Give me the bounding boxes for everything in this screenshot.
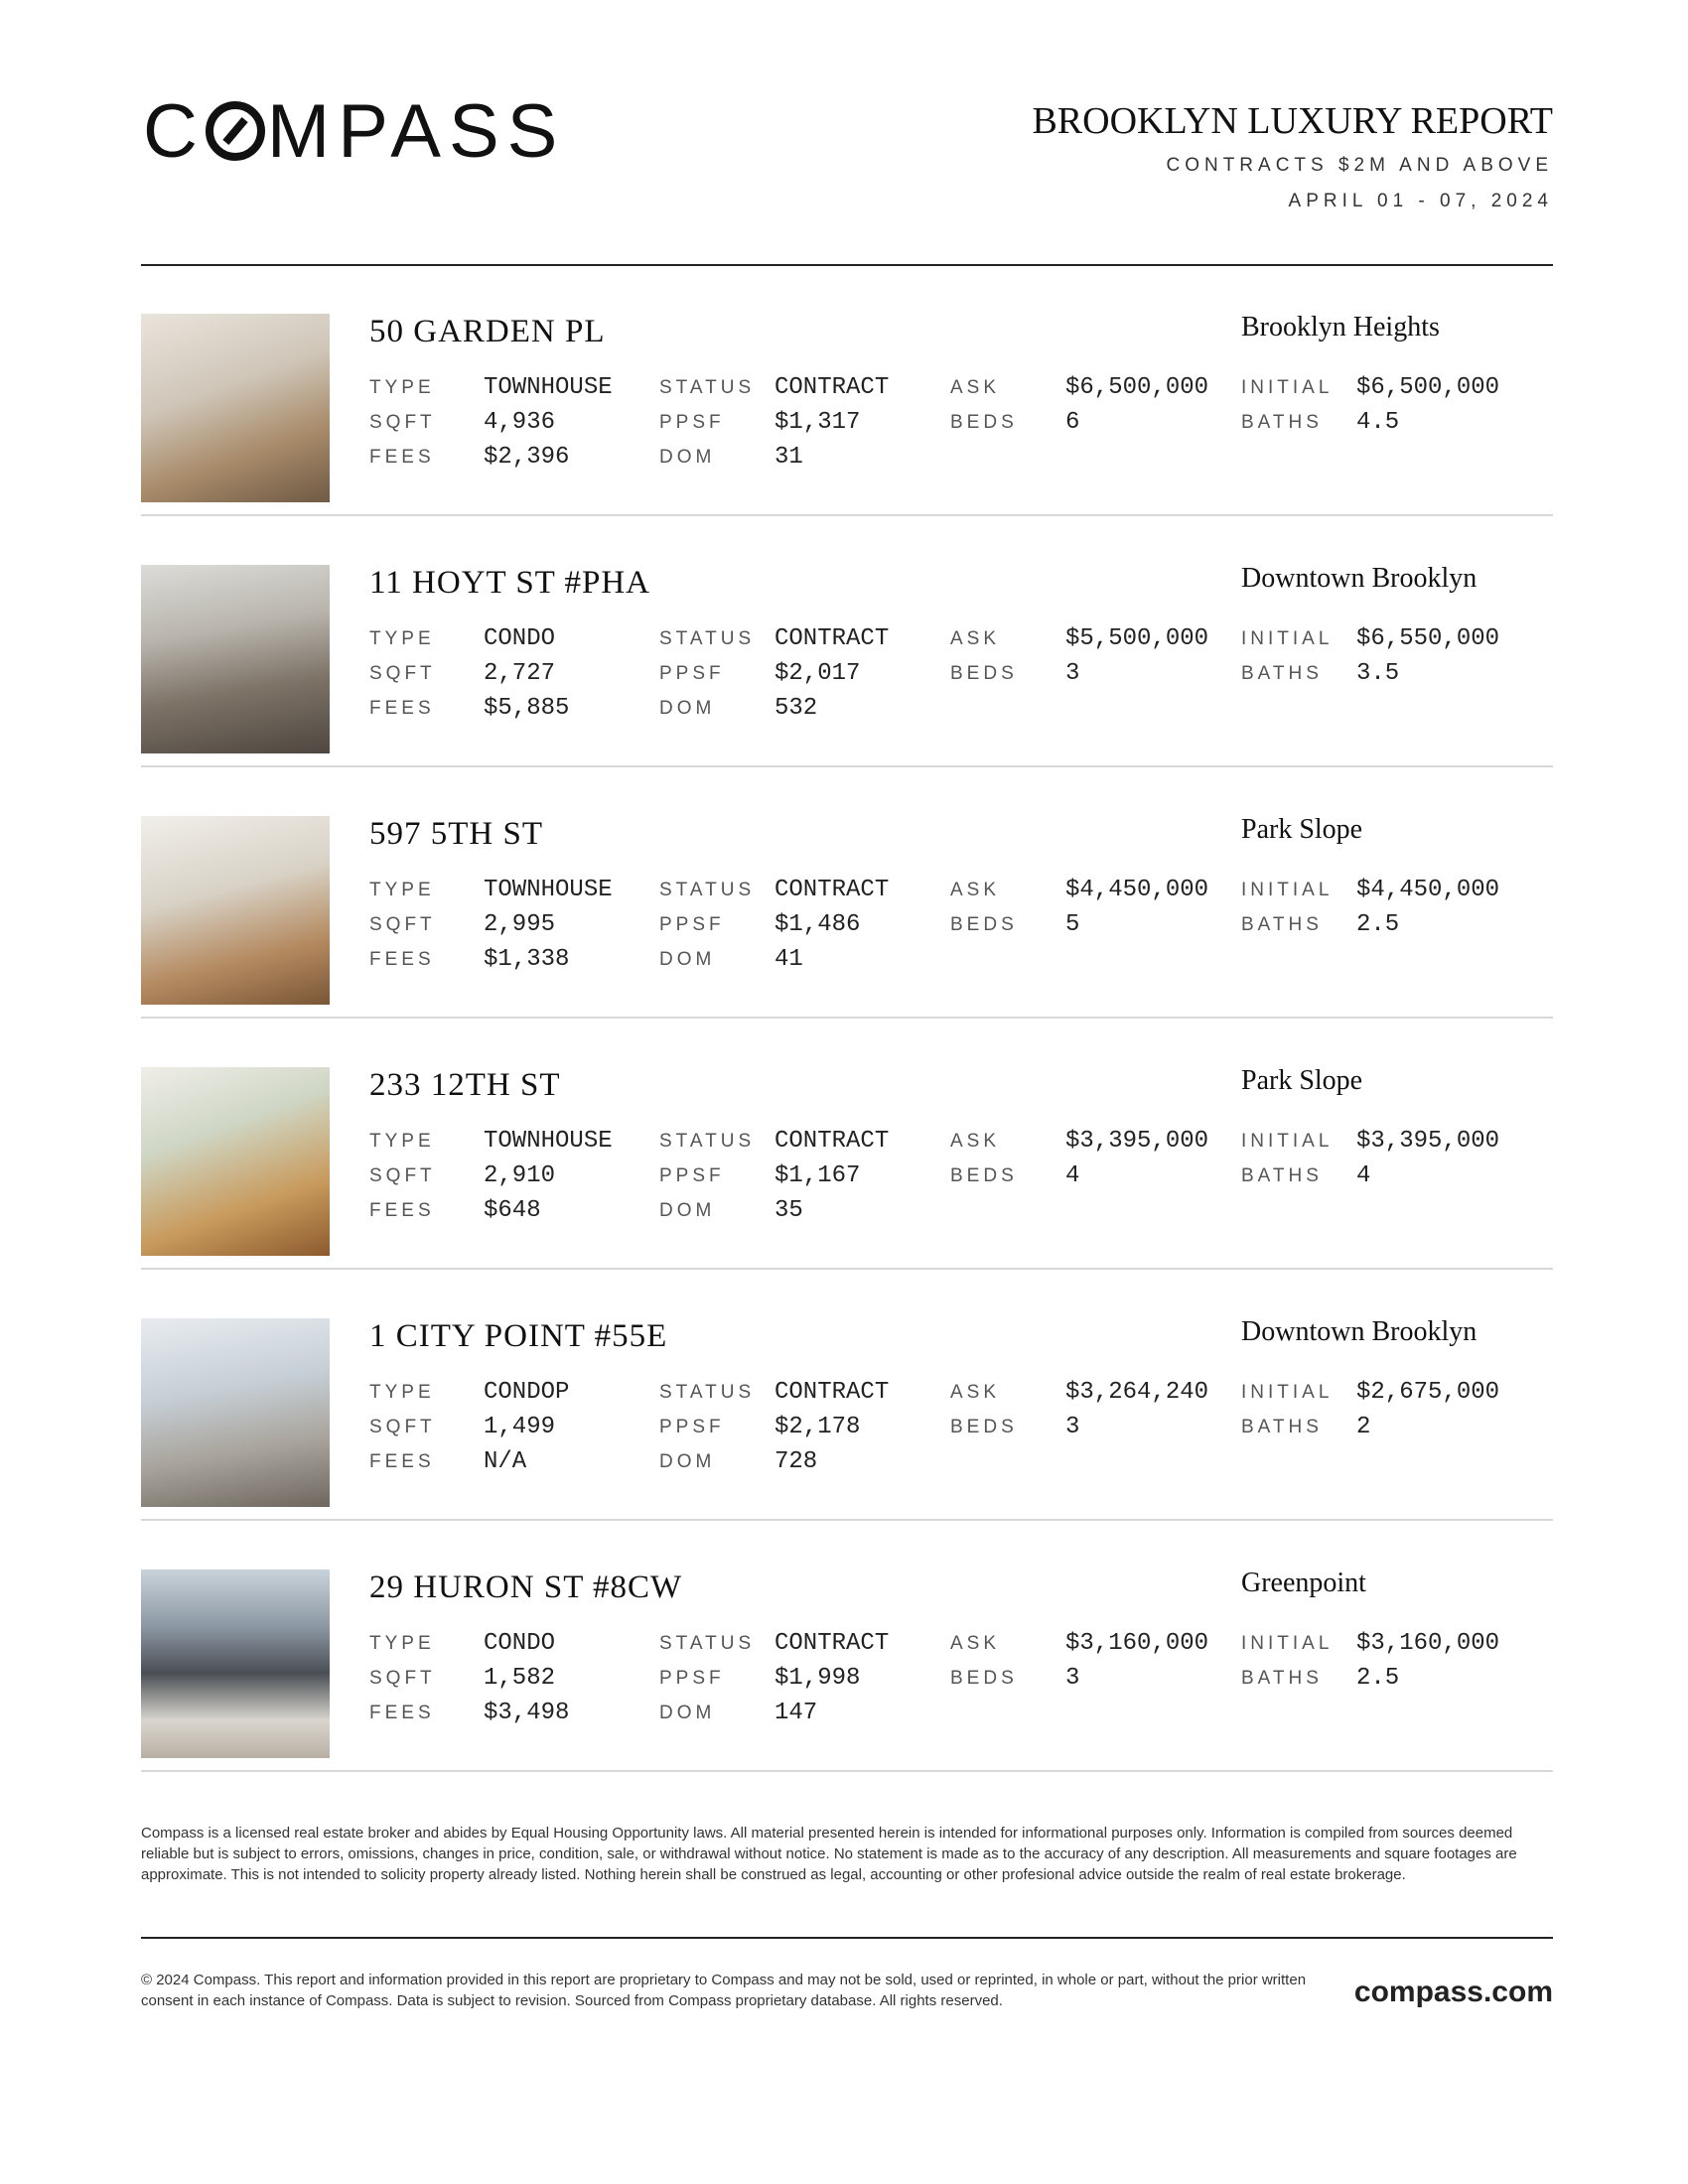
ppsf-value: $2,017 — [774, 660, 861, 687]
dom-value: 41 — [774, 946, 803, 973]
ask-value: $4,450,000 — [1065, 877, 1209, 903]
website-link[interactable]: compass.com — [1353, 1976, 1553, 2008]
status-label: STATUS — [659, 1633, 756, 1654]
status-label: STATUS — [659, 628, 756, 649]
listing-neighborhood: Park Slope — [1241, 814, 1363, 845]
sqft-value: 2,727 — [484, 660, 556, 687]
fees-label: FEES — [369, 698, 435, 719]
ppsf-value: $1,998 — [774, 1665, 861, 1692]
listing-address: 1 CITY POINT #55E — [369, 1318, 668, 1354]
listing-photo[interactable] — [141, 816, 330, 1005]
listing-neighborhood: Downtown Brooklyn — [1241, 563, 1477, 594]
fees-label: FEES — [369, 1451, 435, 1472]
fees-value: $5,885 — [484, 695, 570, 722]
baths-value: 3.5 — [1356, 660, 1400, 687]
compass-logo — [143, 88, 566, 174]
compass-o-icon — [206, 101, 265, 161]
baths-label: BATHS — [1241, 412, 1323, 433]
type-value: CONDO — [484, 625, 556, 652]
listing-photo[interactable] — [141, 1067, 330, 1256]
dom-label: DOM — [659, 1703, 716, 1723]
type-label: TYPE — [369, 1131, 435, 1152]
ppsf-label: PPSF — [659, 663, 725, 684]
beds-label: BEDS — [950, 1417, 1018, 1437]
fees-label: FEES — [369, 1703, 435, 1723]
listing-row — [141, 766, 1553, 1019]
sqft-value: 1,582 — [484, 1665, 556, 1692]
report-header — [141, 0, 1553, 266]
baths-value: 4 — [1356, 1162, 1371, 1189]
status-label: STATUS — [659, 1382, 756, 1403]
ppsf-label: PPSF — [659, 914, 725, 935]
ask-label: ASK — [950, 377, 1001, 398]
status-label: STATUS — [659, 1131, 756, 1152]
report-page — [141, 0, 1553, 2184]
dom-label: DOM — [659, 698, 716, 719]
logo-letter-c: C — [143, 88, 204, 174]
baths-label: BATHS — [1241, 1668, 1323, 1689]
status-label: STATUS — [659, 377, 756, 398]
dom-value: 31 — [774, 444, 803, 471]
report-date-range: APRIL 01 - 07, 2024 — [1288, 191, 1553, 211]
initial-value: $3,160,000 — [1356, 1630, 1500, 1657]
listing-photo[interactable] — [141, 565, 330, 753]
footer-divider — [141, 1937, 1553, 1939]
ask-label: ASK — [950, 880, 1001, 900]
status-value: CONTRACT — [774, 1379, 890, 1406]
sqft-value: 4,936 — [484, 409, 556, 436]
ppsf-label: PPSF — [659, 412, 725, 433]
sqft-label: SQFT — [369, 412, 436, 433]
initial-value: $4,450,000 — [1356, 877, 1500, 903]
beds-label: BEDS — [950, 1165, 1018, 1186]
type-label: TYPE — [369, 628, 435, 649]
ppsf-value: $1,486 — [774, 911, 861, 938]
listing-photo[interactable] — [141, 1570, 330, 1758]
logo-letters-mpass: MPASS — [266, 88, 566, 174]
fees-value: N/A — [484, 1448, 527, 1475]
listing-photo[interactable] — [141, 314, 330, 502]
dom-value: 35 — [774, 1197, 803, 1224]
beds-label: BEDS — [950, 663, 1018, 684]
initial-value: $6,550,000 — [1356, 625, 1500, 652]
status-value: CONTRACT — [774, 374, 890, 401]
dom-value: 728 — [774, 1448, 818, 1475]
beds-value: 6 — [1065, 409, 1080, 436]
fees-label: FEES — [369, 949, 435, 970]
disclaimer-text: Compass is a licensed real estate broker and abides by Equal Housing Opportunity laws. All material presented herein is intended for informational purposes only. Information is compiled from sources deemed reliable but is subject to errors, omissions, changes in price, condition, sale, or withdrawal without notice. No statement is made as to the accuracy of any description. All measurements and square footages are approximate. This is not intended to solicity property already listed. Nothing herein shall be construed as legal, accounting or other profesional advice outside the realm of real estate brokerage. — [141, 1825, 1517, 1883]
ppsf-label: PPSF — [659, 1668, 725, 1689]
beds-value: 3 — [1065, 660, 1080, 687]
ppsf-value: $2,178 — [774, 1414, 861, 1440]
listing-row — [141, 1018, 1553, 1270]
beds-value: 4 — [1065, 1162, 1080, 1189]
listing-row — [141, 515, 1553, 767]
sqft-value: 1,499 — [484, 1414, 556, 1440]
type-label: TYPE — [369, 880, 435, 900]
dom-value: 147 — [774, 1700, 818, 1726]
fees-value: $2,396 — [484, 444, 570, 471]
beds-value: 3 — [1065, 1665, 1080, 1692]
ask-label: ASK — [950, 628, 1001, 649]
initial-label: INITIAL — [1241, 1633, 1334, 1654]
listing-neighborhood: Brooklyn Heights — [1241, 312, 1440, 342]
baths-label: BATHS — [1241, 1417, 1323, 1437]
status-value: CONTRACT — [774, 625, 890, 652]
sqft-label: SQFT — [369, 663, 436, 684]
ppsf-value: $1,317 — [774, 409, 861, 436]
beds-label: BEDS — [950, 412, 1018, 433]
beds-value: 5 — [1065, 911, 1080, 938]
sqft-label: SQFT — [369, 914, 436, 935]
type-value: TOWNHOUSE — [484, 374, 613, 401]
sqft-label: SQFT — [369, 1165, 436, 1186]
initial-label: INITIAL — [1241, 1382, 1334, 1403]
fees-value: $3,498 — [484, 1700, 570, 1726]
ppsf-label: PPSF — [659, 1165, 725, 1186]
listing-address: 597 5TH ST — [369, 816, 543, 852]
ask-value: $5,500,000 — [1065, 625, 1209, 652]
type-value: CONDOP — [484, 1379, 570, 1406]
baths-value: 2.5 — [1356, 1665, 1400, 1692]
listing-row — [141, 264, 1553, 516]
sqft-label: SQFT — [369, 1668, 436, 1689]
report-subtitle: CONTRACTS $2M AND ABOVE — [1166, 155, 1553, 176]
initial-value: $6,500,000 — [1356, 374, 1500, 401]
listing-row — [141, 1269, 1553, 1521]
initial-value: $3,395,000 — [1356, 1128, 1500, 1155]
initial-label: INITIAL — [1241, 880, 1334, 900]
beds-value: 3 — [1065, 1414, 1080, 1440]
sqft-value: 2,995 — [484, 911, 556, 938]
type-label: TYPE — [369, 377, 435, 398]
ask-value: $3,160,000 — [1065, 1630, 1209, 1657]
type-value: CONDO — [484, 1630, 556, 1657]
type-label: TYPE — [369, 1382, 435, 1403]
type-value: TOWNHOUSE — [484, 877, 613, 903]
beds-label: BEDS — [950, 1668, 1018, 1689]
beds-label: BEDS — [950, 914, 1018, 935]
fees-label: FEES — [369, 447, 435, 468]
listing-neighborhood: Park Slope — [1241, 1065, 1363, 1096]
baths-value: 4.5 — [1356, 409, 1400, 436]
listing-neighborhood: Downtown Brooklyn — [1241, 1316, 1477, 1347]
initial-label: INITIAL — [1241, 1131, 1334, 1152]
listing-address: 50 GARDEN PL — [369, 314, 606, 349]
copyright-text: © 2024 Compass. This report and information provided in this report are proprietary to Compass and may not be sold, used or reprinted, in whole or part, without the prior written consent in each instance of Compass. Data is subject to revision. Sourced from Compass proprietary database. All rights reserved. — [141, 1972, 1307, 2009]
type-label: TYPE — [369, 1633, 435, 1654]
status-value: CONTRACT — [774, 1128, 890, 1155]
status-value: CONTRACT — [774, 1630, 890, 1657]
sqft-value: 2,910 — [484, 1162, 556, 1189]
initial-label: INITIAL — [1241, 377, 1334, 398]
listing-address: 233 12TH ST — [369, 1067, 561, 1103]
sqft-label: SQFT — [369, 1417, 436, 1437]
type-value: TOWNHOUSE — [484, 1128, 613, 1155]
dom-value: 532 — [774, 695, 818, 722]
dom-label: DOM — [659, 949, 716, 970]
listing-address: 11 HOYT ST #PHA — [369, 565, 651, 601]
ask-label: ASK — [950, 1633, 1001, 1654]
baths-label: BATHS — [1241, 663, 1323, 684]
baths-value: 2 — [1356, 1414, 1371, 1440]
listing-photo[interactable] — [141, 1318, 330, 1507]
listing-neighborhood: Greenpoint — [1241, 1568, 1366, 1598]
ppsf-value: $1,167 — [774, 1162, 861, 1189]
ask-value: $3,264,240 — [1065, 1379, 1209, 1406]
listing-row — [141, 1520, 1553, 1772]
initial-label: INITIAL — [1241, 628, 1334, 649]
dom-label: DOM — [659, 1451, 716, 1472]
dom-label: DOM — [659, 447, 716, 468]
initial-value: $2,675,000 — [1356, 1379, 1500, 1406]
status-value: CONTRACT — [774, 877, 890, 903]
fees-value: $1,338 — [484, 946, 570, 973]
baths-value: 2.5 — [1356, 911, 1400, 938]
status-label: STATUS — [659, 880, 756, 900]
ppsf-label: PPSF — [659, 1417, 725, 1437]
report-title: BROOKLYN LUXURY REPORT — [1032, 100, 1553, 142]
fees-label: FEES — [369, 1200, 435, 1221]
baths-label: BATHS — [1241, 914, 1323, 935]
ask-label: ASK — [950, 1131, 1001, 1152]
listing-address: 29 HURON ST #8CW — [369, 1570, 683, 1605]
fees-value: $648 — [484, 1197, 541, 1224]
ask-value: $6,500,000 — [1065, 374, 1209, 401]
ask-value: $3,395,000 — [1065, 1128, 1209, 1155]
baths-label: BATHS — [1241, 1165, 1323, 1186]
ask-label: ASK — [950, 1382, 1001, 1403]
dom-label: DOM — [659, 1200, 716, 1221]
